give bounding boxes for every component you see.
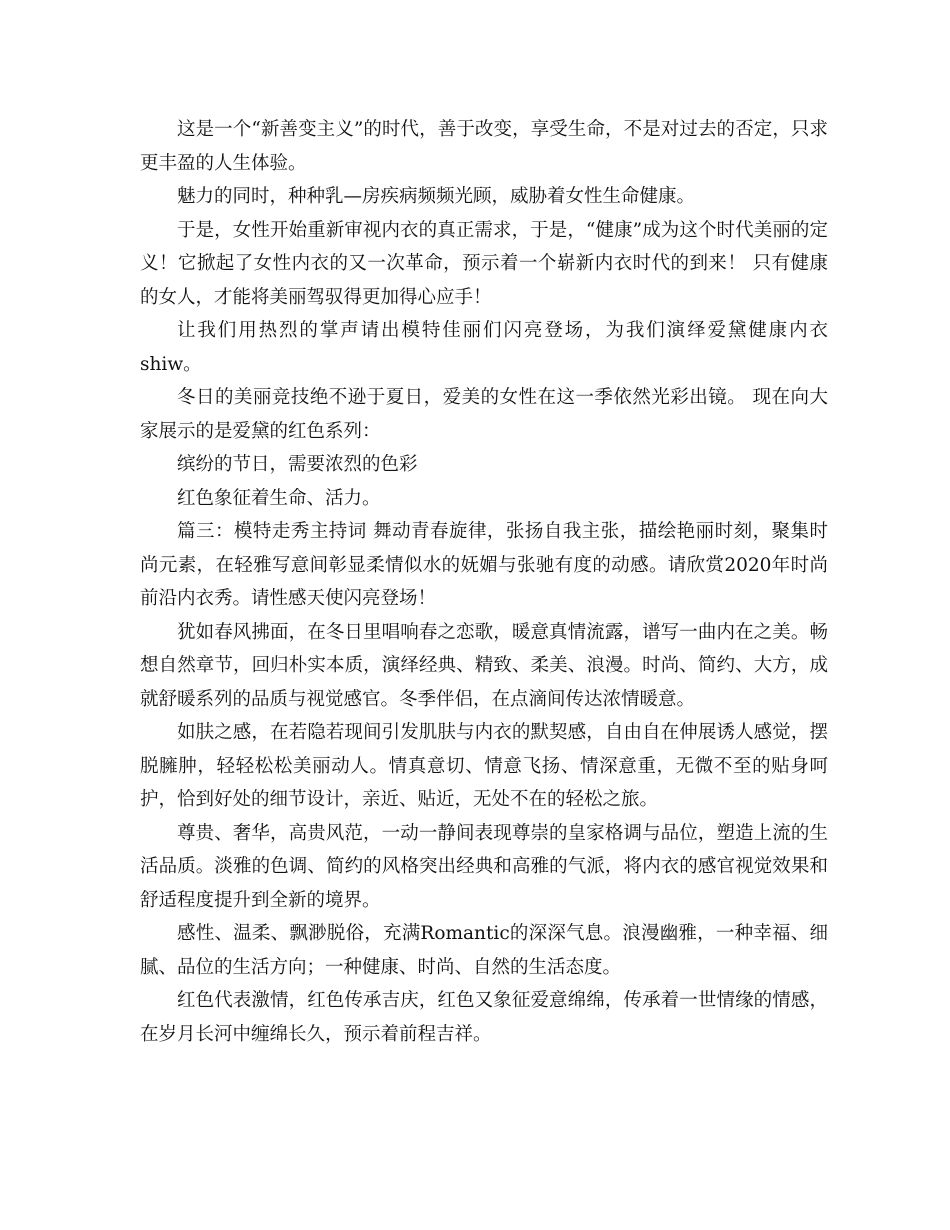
paragraph: 尊贵、奢华，高贵风范，一动一静间表现尊崇的皇家格调与品位，塑造上流的生活品质。淡雅的色调、简约的风格突出经典和高雅的气派，将内衣的感官视觉效果和舒适程度提升到全新的境界。 bbox=[140, 822, 828, 911]
document-body bbox=[140, 113, 828, 1051]
paragraph: 于是，女性开始重新审视内衣的真正需求，于是，“健康”成为这个时代美丽的定义！它掀起了女性内衣的又一次革命，预示着一个崭新内衣时代的到来！ 只有健康的女人，才能将美丽驾驭得更加得心应手！ bbox=[140, 219, 828, 308]
paragraph: 红色代表激情，红色传承吉庆，红色又象征爱意绵绵，传承着一世情缘的情感，在岁月长河中缠绵长久，预示着前程吉祥。 bbox=[140, 990, 828, 1045]
paragraph: 冬日的美丽竞技绝不逊于夏日，爱美的女性在这一季依然光彩出镜。 现在向大家展示的是爱黛的红色系列： bbox=[140, 387, 828, 442]
paragraph: 犹如春风拂面，在冬日里唱响春之恋歌，暖意真情流露，谱写一曲内在之美。畅想自然章节，回归朴实本质，演绎经典、精致、柔美、浪漫。时尚、简约、大方，成就舒暖系列的品质与视觉感官。冬季伴侣，在点滴间传达浓情暖意。 bbox=[140, 621, 828, 710]
paragraph: 缤纷的节日，需要浓烈的色彩 bbox=[177, 454, 418, 475]
paragraph: 如肤之感，在若隐若现间引发肌肤与内衣的默契感，自由自在伸展诱人感觉，摆脱臃肿，轻轻松松美丽动人。情真意切、情意飞扬、情深意重，无微不至的贴身呵护，恰到好处的细节设计，亲近、贴近，无处不在的轻松之旅。 bbox=[140, 722, 828, 810]
paragraph: 篇三：模特走秀主持词 舞动青春旋律，张扬自我主张，描绘艳丽时刻，聚集时尚元素，在轻雅写意间彰显柔情似水的妩媚与张驰有度的动感。请欣赏2020年时尚前沿内衣秀。请性感天使闪亮登场！ bbox=[140, 521, 828, 609]
paragraph: 这是一个“新善变主义”的时代，善于改变，享受生命，不是对过去的否定，只求更丰盈的人生体验。 bbox=[140, 119, 828, 174]
paragraph: 让我们用热烈的掌声请出模特佳丽们闪亮登场，为我们演绎爱黛健康内衣shiw。 bbox=[140, 320, 828, 375]
paragraph: 魅力的同时，种种乳—房疾病频频光顾，威胁着女性生命健康。 bbox=[177, 186, 696, 207]
paragraph: 红色象征着生命、活力。 bbox=[177, 487, 381, 509]
paragraph: 感性、温柔、飘渺脱俗，充满Romantic的深深气息。浪漫幽雅，一种幸福、细腻、品位的生活方向；一种健康、时尚、自然的生活态度。 bbox=[140, 923, 828, 978]
